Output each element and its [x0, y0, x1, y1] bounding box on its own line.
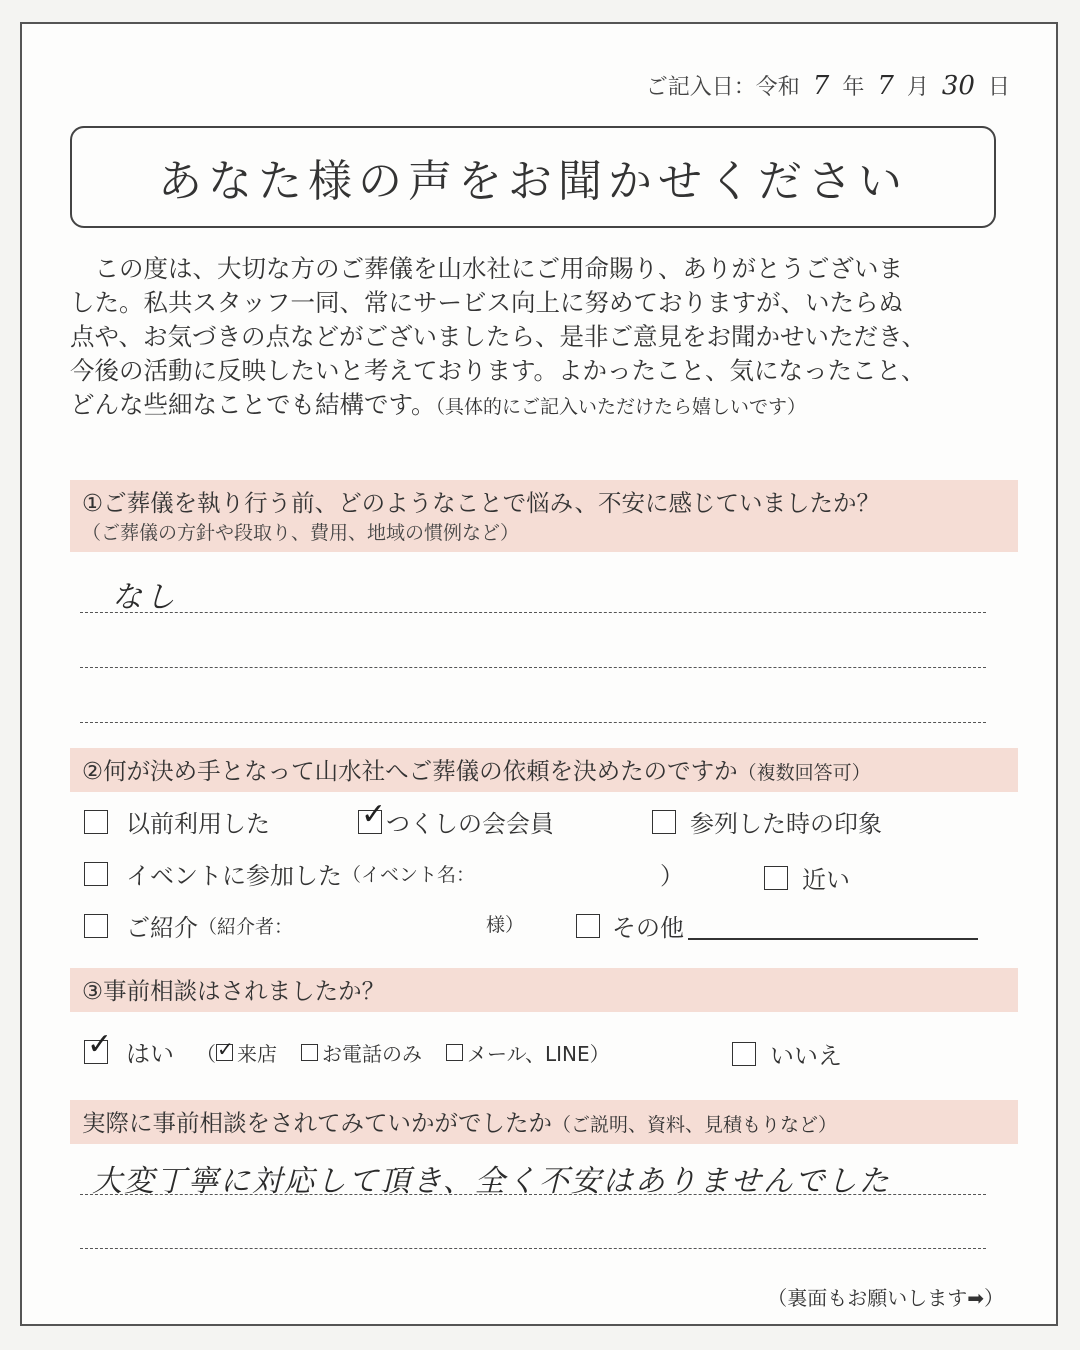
open-paren: （	[196, 1042, 216, 1066]
question-3: ③事前相談はされましたか？	[82, 977, 386, 1005]
checkbox-mail[interactable]	[446, 1044, 463, 1061]
intro-line: 点や、お気づきの点などがございましたら、是非ご意見をお聞かせいただき、	[70, 322, 927, 351]
date-month[interactable]: 7	[877, 71, 894, 101]
option-label: ご紹介	[126, 914, 198, 942]
year-unit: 年	[842, 75, 865, 100]
question-4-text: 実際に事前相談をされてみていかがでしたか	[82, 1109, 552, 1137]
option-near[interactable]	[764, 860, 850, 895]
entry-date	[646, 70, 1010, 101]
option-other[interactable]	[576, 908, 978, 943]
option-label: はい	[126, 1040, 174, 1068]
event-name-label: （イベント名：	[342, 864, 476, 886]
answer-line	[80, 612, 986, 613]
checkbox-event[interactable]	[84, 862, 108, 886]
checkbox-other[interactable]	[576, 914, 600, 938]
option-label: その他	[612, 914, 684, 942]
answer-line	[80, 1248, 986, 1249]
checkbox-tsukushi-member[interactable]	[358, 810, 382, 834]
option-label: お電話のみ	[322, 1042, 422, 1066]
checkbox-attended[interactable]	[652, 810, 676, 834]
option-label: イベントに参加した	[126, 862, 342, 890]
other-fill-line[interactable]	[688, 912, 978, 940]
option-label: いいえ	[770, 1042, 842, 1070]
question-1-band	[70, 480, 1018, 552]
intro-line-text: どんな些細なことでも結構です。	[70, 390, 436, 419]
date-year[interactable]: 7	[812, 71, 830, 101]
answer-1[interactable]: なし	[112, 580, 178, 615]
option-label: メール、LINE）	[467, 1042, 610, 1066]
checkbox-no[interactable]	[732, 1042, 756, 1066]
option-used-before[interactable]	[84, 804, 270, 839]
option-yes[interactable]	[84, 1034, 174, 1069]
checkbox-used-before[interactable]	[84, 810, 108, 834]
option-label: つくしの会会員	[386, 810, 554, 838]
question-2-text: ②何が決め手となって山水社へご葬儀の依頼を決めたのですか	[82, 757, 738, 785]
checkbox-yes[interactable]	[84, 1040, 108, 1064]
checkbox-visit[interactable]	[216, 1044, 233, 1061]
question-4	[82, 1104, 1006, 1138]
option-label: 参列した時の印象	[690, 810, 882, 838]
referral-sama: 様）	[486, 914, 525, 936]
intro-note: （具体的にご記入いただけたら嬉しいです）	[435, 396, 807, 418]
title-box	[70, 126, 996, 228]
option-tsukushi-member[interactable]	[358, 804, 554, 839]
referral-name-label: （紹介者：	[198, 916, 294, 938]
date-label: ご記入日：令和	[645, 75, 800, 100]
question-3-band	[70, 968, 1018, 1012]
event-name-close	[660, 856, 684, 891]
checkbox-near[interactable]	[764, 866, 788, 890]
checkbox-referral[interactable]	[84, 914, 108, 938]
question-2-band	[70, 748, 1018, 792]
intro-line	[70, 388, 1000, 424]
page-title: あなた様の声をお聞かせください	[158, 156, 908, 207]
month-unit: 月	[906, 75, 929, 100]
question-4-band	[70, 1100, 1018, 1144]
answer-line	[80, 667, 986, 668]
answer-line	[80, 1194, 986, 1195]
option-label: 以前利用した	[126, 810, 270, 838]
question-2	[82, 752, 1006, 786]
day-unit: 日	[987, 75, 1010, 100]
intro-line: この度は、大切な方のご葬儀を山水社にご用命賜り、ありがとうございま	[70, 254, 903, 283]
question-1-note: （ご葬儀の方針や段取り、費用、地域の慣例など）	[82, 522, 520, 544]
question-2-note: （複数回答可）	[737, 762, 871, 784]
consult-methods	[196, 1038, 610, 1067]
answer-4[interactable]: 大変丁寧に対応して頂き、全く不安はありませんでした	[92, 1164, 891, 1199]
footer-note: （裏面もお願いします➡）	[767, 1286, 1004, 1310]
date-day[interactable]: 30	[941, 71, 975, 101]
checkbox-phone[interactable]	[301, 1044, 318, 1061]
option-event[interactable]	[84, 856, 475, 891]
option-label: 近い	[802, 866, 850, 894]
option-no[interactable]	[732, 1036, 842, 1071]
referral-suffix	[486, 910, 524, 937]
option-label: 来店	[237, 1042, 277, 1066]
intro-line: 今後の活動に反映したいと考えております。よかったこと、気になったこと、	[70, 356, 926, 385]
option-attended[interactable]	[652, 804, 882, 839]
intro-text	[70, 252, 1000, 424]
option-referral[interactable]	[84, 908, 293, 943]
answer-line	[80, 722, 986, 723]
event-close-paren: ）	[660, 862, 684, 890]
question-4-note: （ご説明、資料、見積もりなど）	[552, 1114, 838, 1136]
question-1: ①ご葬儀を執り行う前、どのようなことで悩み、不安に感じていましたか？	[82, 489, 880, 517]
intro-line: した。私共スタッフ一同、常にサービス向上に努めておりますが、いたらぬ	[70, 288, 903, 317]
